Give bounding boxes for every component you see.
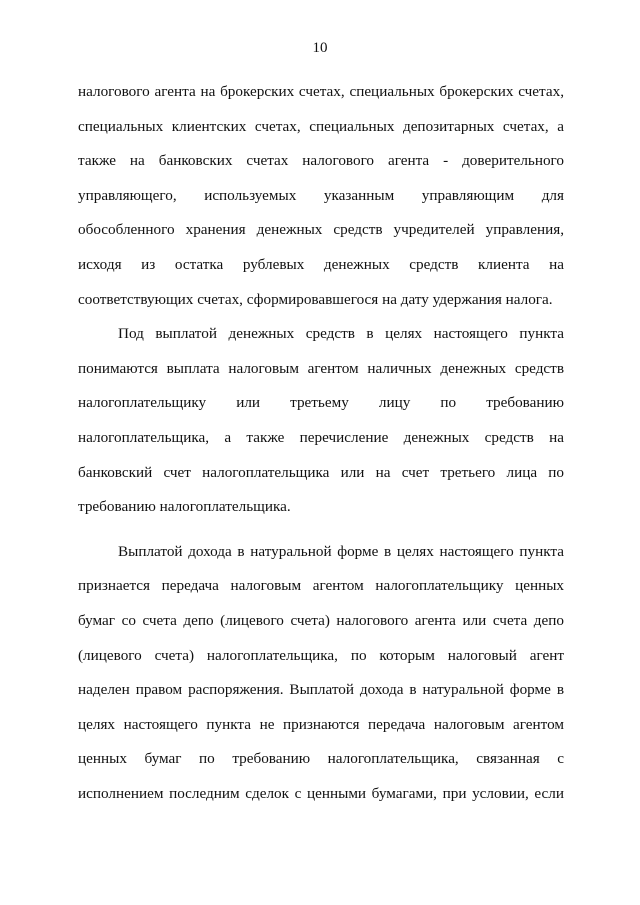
text-line: признается передача налоговым агентом налогоплательщику ценных bbox=[78, 577, 564, 595]
text-line: соответствующих счетах, сформировавшегося на дату удержания налога. bbox=[78, 290, 553, 308]
paragraph-2 bbox=[78, 324, 564, 532]
text-line: требованию налогоплательщика. bbox=[78, 498, 291, 516]
text-line: исходя из остатка рублевых денежных средств клиента на bbox=[78, 255, 564, 273]
text-line: Под выплатой денежных средств в целях настоящего пункта bbox=[118, 325, 564, 343]
text-line: бумаг со счета депо (лицевого счета) налогового агента или счета депо bbox=[78, 611, 564, 629]
paragraph-3 bbox=[78, 542, 564, 819]
text-line: целях настоящего пункта не признаются передача налоговым агентом bbox=[78, 715, 564, 733]
text-line: налогового агента на брокерских счетах, специальных брокерских счетах, bbox=[78, 83, 564, 100]
text-line: обособленного хранения денежных средств учредителей управления, bbox=[78, 221, 564, 239]
text-line: также на банковских счетах налогового агента - доверительного bbox=[78, 152, 564, 170]
text-line: управляющего, используемых указанным управляющим для bbox=[78, 186, 564, 204]
text-line: (лицевого счета) налогоплательщика, по которым налоговый агент bbox=[78, 646, 564, 664]
body-text bbox=[78, 82, 564, 818]
text-line: специальных клиентских счетах, специальных депозитарных счетах, а bbox=[78, 117, 564, 135]
page-number: 10 bbox=[312, 40, 328, 56]
text-line: Выплатой дохода в натуральной форме в целях настоящего пункта bbox=[118, 542, 564, 560]
paragraph-gap bbox=[78, 532, 564, 542]
text-line: исполнением последним сделок с ценными бумагами, при условии, если bbox=[78, 784, 564, 802]
text-line: наделен правом распоряжения. Выплатой дохода в натуральной форме в bbox=[78, 681, 564, 699]
text-line: понимаются выплата налоговым агентом наличных денежных средств bbox=[78, 359, 564, 377]
text-line: налогоплательщика, а также перечисление денежных средств на bbox=[78, 428, 564, 446]
text-line: ценных бумаг по требованию налогоплательщика, связанная с bbox=[78, 750, 564, 768]
paragraph-1 bbox=[78, 82, 564, 324]
text-line: банковский счет налогоплательщика или на счет третьего лица по bbox=[78, 463, 564, 481]
text-line: налогоплательщику или третьему лицу по требованию bbox=[78, 394, 564, 412]
